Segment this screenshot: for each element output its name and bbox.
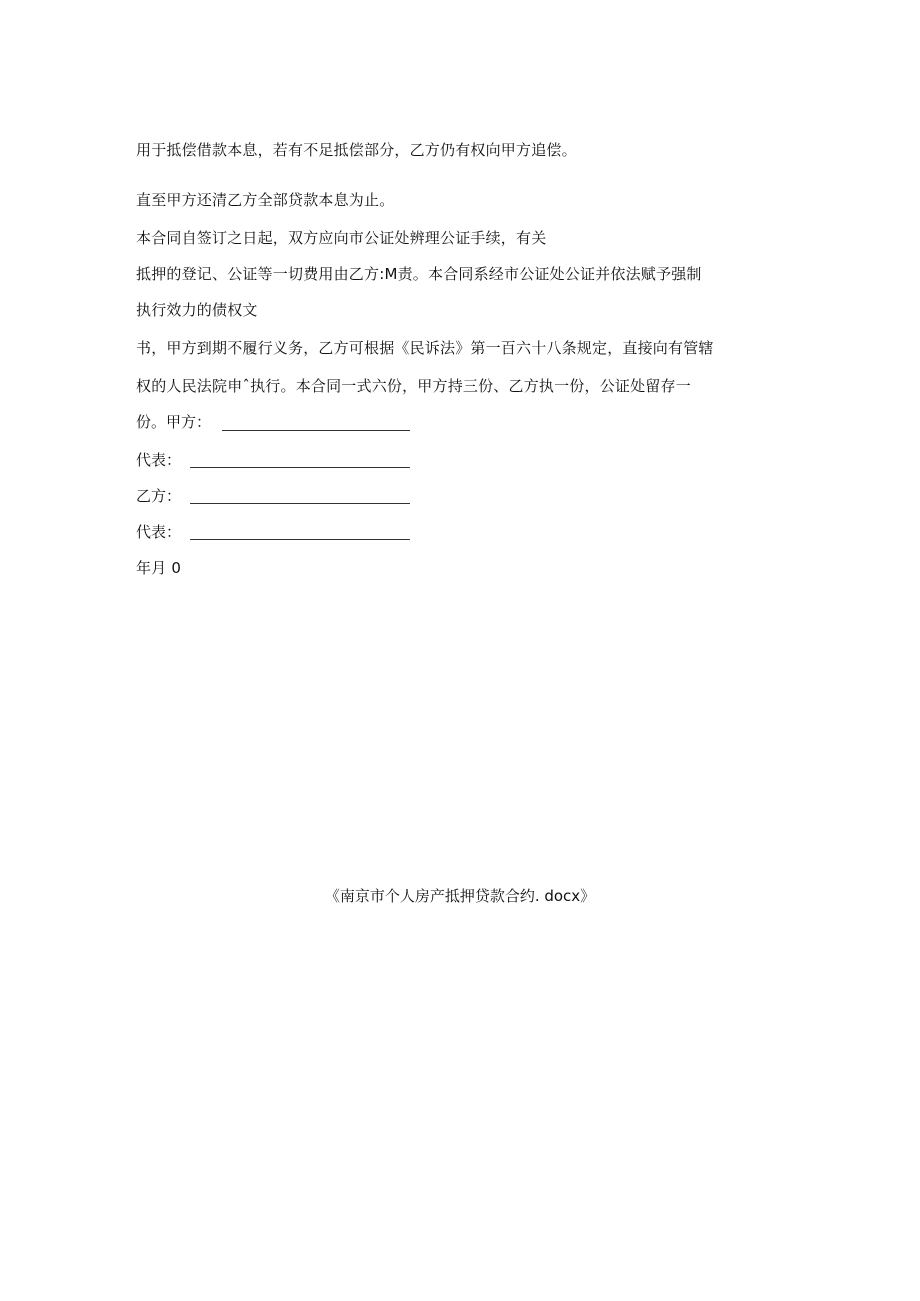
paragraph-line-2: 直至甲方还清乙方全部贷款本息为止。: [136, 191, 395, 209]
signature-line-party-b: [190, 503, 410, 504]
signature-line-rep-a: [190, 467, 410, 468]
signature-label-party-b: 乙方：: [136, 487, 182, 505]
document-filename-caption: 《南京市个人房产抵押贷款合约. docx》: [324, 887, 596, 905]
paragraph-line-5: 执行效力的债权文: [136, 301, 258, 319]
signature-rep-a: [136, 450, 181, 470]
signature-label-rep-a: 代表：: [136, 451, 182, 469]
signature-line-rep-b: [190, 539, 410, 540]
paragraph-line-3: 本合同自签订之日起，双方应向市公证处辨理公证手续，有关: [136, 229, 547, 247]
signature-party-b: [136, 486, 181, 506]
signature-line-party-a: [222, 430, 410, 431]
paragraph-line-7: 权的人民法院申ˆ执行。本合同一式六份，甲方持三份、乙方执一份，公证处留存一: [136, 377, 691, 395]
signature-party-a: [136, 412, 211, 432]
signature-rep-b: [136, 522, 181, 542]
signature-label-rep-b: 代表：: [136, 523, 182, 541]
signature-label-party-a: 份。甲方：: [136, 413, 212, 431]
paragraph-line-4: 抵押的登记、公证等一切费用由乙方:M责。本合同系经市公证处公证并依法赋予强制: [136, 265, 702, 283]
signature-date: 年月 0: [136, 559, 182, 577]
paragraph-line-1: 用于抵偿借款本息，若有不足抵偿部分，乙方仍有权向甲方追偿。: [136, 141, 577, 159]
paragraph-line-6: 书，甲方到期不履行义务，乙方可根据《民诉法》第一百六十八条规定，直接向有管辖: [136, 339, 714, 357]
